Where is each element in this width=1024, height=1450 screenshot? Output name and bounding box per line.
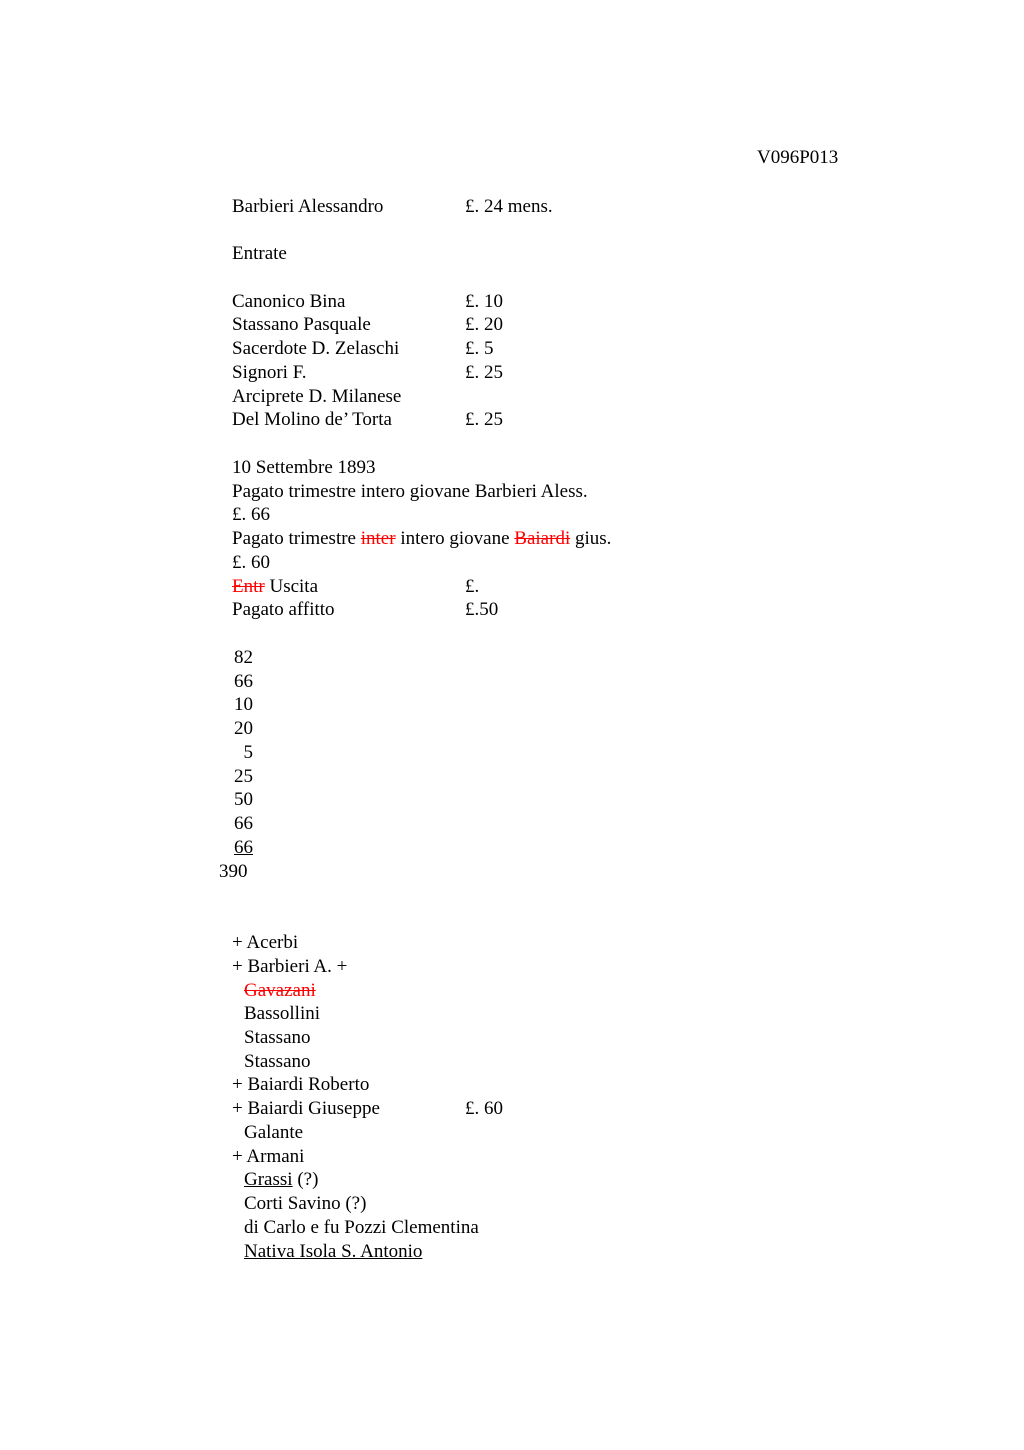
payment-line-2-text: intero giovane <box>395 528 515 549</box>
payment-date: 10 Settembre 1893 <box>232 457 376 478</box>
entrate-row-amount: £. 5 <box>465 338 494 359</box>
name-entry: + Barbieri A. + <box>232 956 348 977</box>
struck-word: inter <box>360 528 396 549</box>
entrate-row-amount: £. 20 <box>465 314 503 335</box>
name-entry: + Acerbi <box>232 932 299 953</box>
sum-number-last: 66 <box>234 837 253 858</box>
sum-number: 5 <box>243 742 253 763</box>
sum-number: 82 <box>234 647 253 668</box>
name-entry-struck <box>232 979 316 1003</box>
entrate-title: Entrate <box>232 243 287 264</box>
sum-number: 66 <box>234 671 253 692</box>
sum-number: 66 <box>234 813 253 834</box>
name-entry: Corti Savino (?) <box>244 1193 367 1214</box>
underlined-name: Grassi <box>244 1169 293 1190</box>
entrate-row-name: Arciprete D. Milanese <box>232 386 402 407</box>
name-entry: Galante <box>244 1122 304 1143</box>
entrate-row-amount: £. 25 <box>465 362 503 383</box>
underlined-text: Nativa Isola S. Antonio <box>244 1241 423 1262</box>
struck-word: Gavazani <box>244 980 316 1001</box>
name-entry: + Baiardi Roberto <box>232 1074 370 1095</box>
entrate-row-amount: £. 10 <box>465 291 503 312</box>
name-entry: + Armani <box>232 1146 305 1167</box>
payment-amount-1: £. 66 <box>232 504 270 525</box>
sum-total: 390 <box>219 861 248 882</box>
grassi-note: (?) <box>292 1169 319 1190</box>
payment-line-1: Pagato trimestre intero giovane Barbieri Aless. <box>232 481 588 502</box>
name-entry-nativa <box>232 1240 422 1264</box>
entrate-row-name: Signori F. <box>232 362 307 383</box>
name-entry: Stassano <box>244 1027 311 1048</box>
uscita-amount: £. <box>465 576 480 597</box>
name-entry: Stassano <box>244 1051 311 1072</box>
uscita-text: Uscita <box>264 576 319 597</box>
entrate-row-amount: £. 25 <box>465 409 503 430</box>
name-entry-grassi <box>232 1168 318 1192</box>
affitto-amount: £.50 <box>465 599 499 620</box>
sum-number: 10 <box>234 694 253 715</box>
affitto-label: Pagato affitto <box>232 599 335 620</box>
name-entry: di Carlo e fu Pozzi Clementina <box>244 1217 479 1238</box>
payment-line-2-text: Pagato trimestre <box>232 528 361 549</box>
uscita-label <box>232 575 318 599</box>
header-name: Barbieri Alessandro <box>232 196 384 217</box>
name-entry-amount: £. 60 <box>465 1098 503 1119</box>
entrate-row-name: Canonico Bina <box>232 291 346 312</box>
payment-line-2 <box>232 527 611 551</box>
struck-word: Entr <box>232 576 265 597</box>
payment-amount-2: £. 60 <box>232 552 270 573</box>
struck-word: Baiardi <box>514 528 571 549</box>
name-entry: + Baiardi Giuseppe <box>232 1098 380 1119</box>
header-amount: £. 24 mens. <box>465 196 553 217</box>
sum-number: 20 <box>234 718 253 739</box>
page-id: V096P013 <box>757 147 839 168</box>
name-entry: Bassollini <box>244 1003 321 1024</box>
entrate-row-name: Stassano Pasquale <box>232 314 371 335</box>
entrate-row-name: Del Molino de’ Torta <box>232 409 392 430</box>
sum-number: 50 <box>234 789 253 810</box>
payment-line-2-text: gius. <box>570 528 612 549</box>
sum-number: 25 <box>234 766 253 787</box>
entrate-row-name: Sacerdote D. Zelaschi <box>232 338 400 359</box>
